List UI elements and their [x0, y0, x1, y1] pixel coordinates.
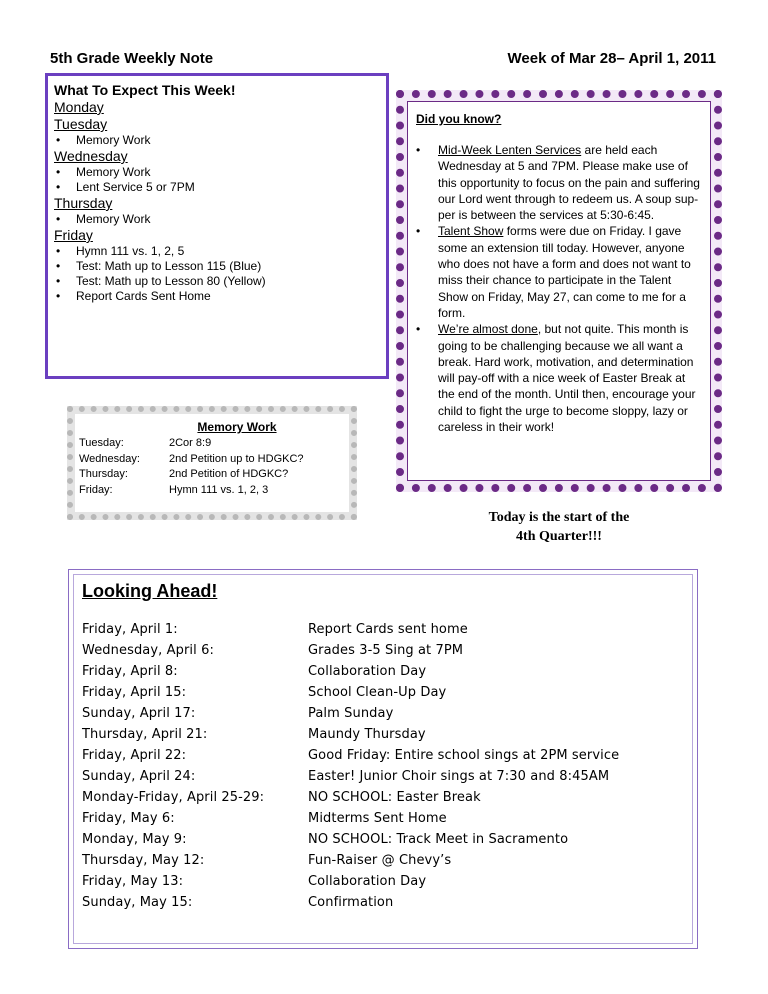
- event-date: Monday, May 9:: [82, 832, 187, 847]
- memory-work-day: Wednesday:: [79, 452, 140, 465]
- event-row: [82, 787, 684, 808]
- memory-work-row: [79, 483, 345, 499]
- day-item: • Lent Service 5 or 7PM: [54, 180, 380, 195]
- memory-work-title: Memory Work: [197, 420, 277, 434]
- event-date: Sunday, May 15:: [82, 895, 193, 910]
- event-row: [82, 661, 684, 682]
- event-desc: Maundy Thursday: [308, 727, 426, 742]
- event-date: Sunday, April 24:: [82, 769, 196, 784]
- day-item: • Report Cards Sent Home: [54, 289, 380, 304]
- memory-work-row: [79, 452, 345, 468]
- day-items: [54, 244, 380, 304]
- event-desc: School Clean-Up Day: [308, 685, 447, 700]
- memory-work-item: 2nd Petition up to HDGKC?: [169, 452, 304, 465]
- expect-box: [45, 73, 389, 379]
- quarter-note-line: Today is the start of the: [488, 510, 630, 525]
- memory-work-day: Tuesday:: [79, 437, 124, 449]
- item-lead: We’re almost done: [438, 322, 538, 337]
- day-items: [54, 165, 380, 195]
- did-you-know-item: [416, 142, 702, 223]
- did-you-know-item: [416, 223, 702, 321]
- event-desc: Fun-Raiser @ Chevy’s: [308, 853, 452, 868]
- event-row: [82, 850, 684, 871]
- item-lead: Mid-Week Lenten Services: [438, 143, 582, 157]
- event-date: Thursday, May 12:: [82, 853, 205, 868]
- did-you-know-item: [416, 321, 702, 435]
- day-items: [54, 212, 380, 227]
- item-text: , but not quite. This month is going to be challenging because we all want a break. Hard work, motivation, and determination will pay-off with a nice week of Easter Break at the end of the month. Until then, encourage your child to fight the urge to become sloppy, lazy or careless in their work!: [438, 322, 696, 435]
- quarter-note-line: 4th Quarter!!!: [516, 529, 602, 544]
- memory-work-day: Thursday:: [79, 468, 128, 480]
- looking-ahead-box: [68, 569, 698, 949]
- event-date: Wednesday, April 6:: [82, 643, 214, 658]
- event-row: [82, 808, 684, 829]
- item-text: forms were due on Friday. I gave some an extension till today. However, anyone who does not have a form and does not want to miss their chance to participate in the Talent Show on Friday, May 27, can come to me for a form.: [438, 224, 691, 320]
- event-desc: Collaboration Day: [308, 664, 427, 679]
- event-row: [82, 640, 684, 661]
- event-date: Friday, April 1:: [82, 622, 178, 637]
- event-desc: Collaboration Day: [308, 874, 427, 889]
- event-desc: Easter! Junior Choir sings at 7:30 and 8:45AM: [308, 769, 610, 784]
- quarter-note: [396, 508, 722, 546]
- event-desc: Confirmation: [308, 895, 394, 910]
- did-you-know-title: Did you know?: [416, 112, 502, 126]
- event-desc: Palm Sunday: [308, 706, 394, 721]
- memory-work-row: [79, 467, 345, 483]
- event-desc: Grades 3-5 Sing at 7PM: [308, 643, 464, 658]
- memory-work-day: Friday:: [79, 483, 113, 496]
- event-row: [82, 703, 684, 724]
- event-row: [82, 682, 684, 703]
- looking-ahead-content: [73, 574, 693, 944]
- memory-work-box: [67, 406, 357, 520]
- event-row: [82, 619, 684, 640]
- event-desc: Midterms Sent Home: [308, 811, 447, 826]
- memory-work-item: Hymn 111 vs. 1, 2, 3: [169, 483, 269, 496]
- event-row: [82, 724, 684, 745]
- expect-days: [54, 99, 380, 304]
- day-items: [54, 133, 380, 148]
- event-date: Friday, April 8:: [82, 664, 178, 679]
- event-desc: Good Friday: Entire school sings at 2PM service: [308, 748, 620, 763]
- event-row: [82, 766, 684, 787]
- day-item: • Memory Work: [54, 212, 380, 227]
- event-row: [82, 829, 684, 850]
- did-you-know-box: [396, 90, 722, 492]
- day-heading: Friday: [54, 227, 93, 243]
- event-date: Friday, May 6:: [82, 811, 175, 826]
- event-desc: Report Cards sent home: [308, 622, 468, 637]
- item-text: are held each Wednesday at 5 and 7PM. Please make use of this opportunity to focus on the pain and suffering our Lord went through to redeem us. A soup sup-per is between the services at 5:30-6:45.: [438, 143, 700, 223]
- event-date: Friday, April 22:: [82, 748, 187, 763]
- day-item: • Hymn 111 vs. 1, 2, 5: [54, 244, 380, 259]
- did-you-know-content: [407, 101, 711, 481]
- week-label: Week of Mar 28– April 1, 2011: [507, 50, 716, 67]
- item-lead: Talent Show: [438, 224, 504, 239]
- day-heading: Tuesday: [54, 116, 108, 132]
- event-date: Friday, May 13:: [82, 874, 184, 889]
- memory-work-item: 2nd Petition of HDGKC?: [169, 468, 289, 480]
- expect-title: What To Expect This Week!: [54, 82, 236, 98]
- event-list: [82, 619, 684, 913]
- event-row: [82, 871, 684, 892]
- event-row: [82, 892, 684, 913]
- did-you-know-list: [416, 142, 702, 435]
- looking-ahead-title: Looking Ahead!: [82, 581, 218, 601]
- event-desc: NO SCHOOL: Easter Break: [308, 790, 481, 805]
- day-heading: Monday: [54, 99, 104, 115]
- day-item: • Memory Work: [54, 165, 380, 180]
- event-desc: NO SCHOOL: Track Meet in Sacramento: [308, 832, 569, 847]
- day-item: • Test: Math up to Lesson 80 (Yellow): [54, 274, 380, 289]
- page-title: 5th Grade Weekly Note: [50, 50, 214, 67]
- memory-work-row: [79, 436, 345, 452]
- day-item: • Test: Math up to Lesson 115 (Blue): [54, 259, 380, 274]
- event-row: [82, 745, 684, 766]
- day-item: • Memory Work: [54, 133, 380, 148]
- event-date: Monday-Friday, April 25-29:: [82, 790, 265, 805]
- memory-work-item: 2Cor 8:9: [169, 437, 212, 449]
- event-date: Sunday, April 17:: [82, 706, 196, 721]
- memory-work-content: [75, 414, 349, 512]
- day-heading: Wednesday: [54, 148, 128, 164]
- event-date: Friday, April 15:: [82, 685, 187, 700]
- day-heading: Thursday: [54, 195, 113, 211]
- event-date: Thursday, April 21:: [82, 727, 208, 742]
